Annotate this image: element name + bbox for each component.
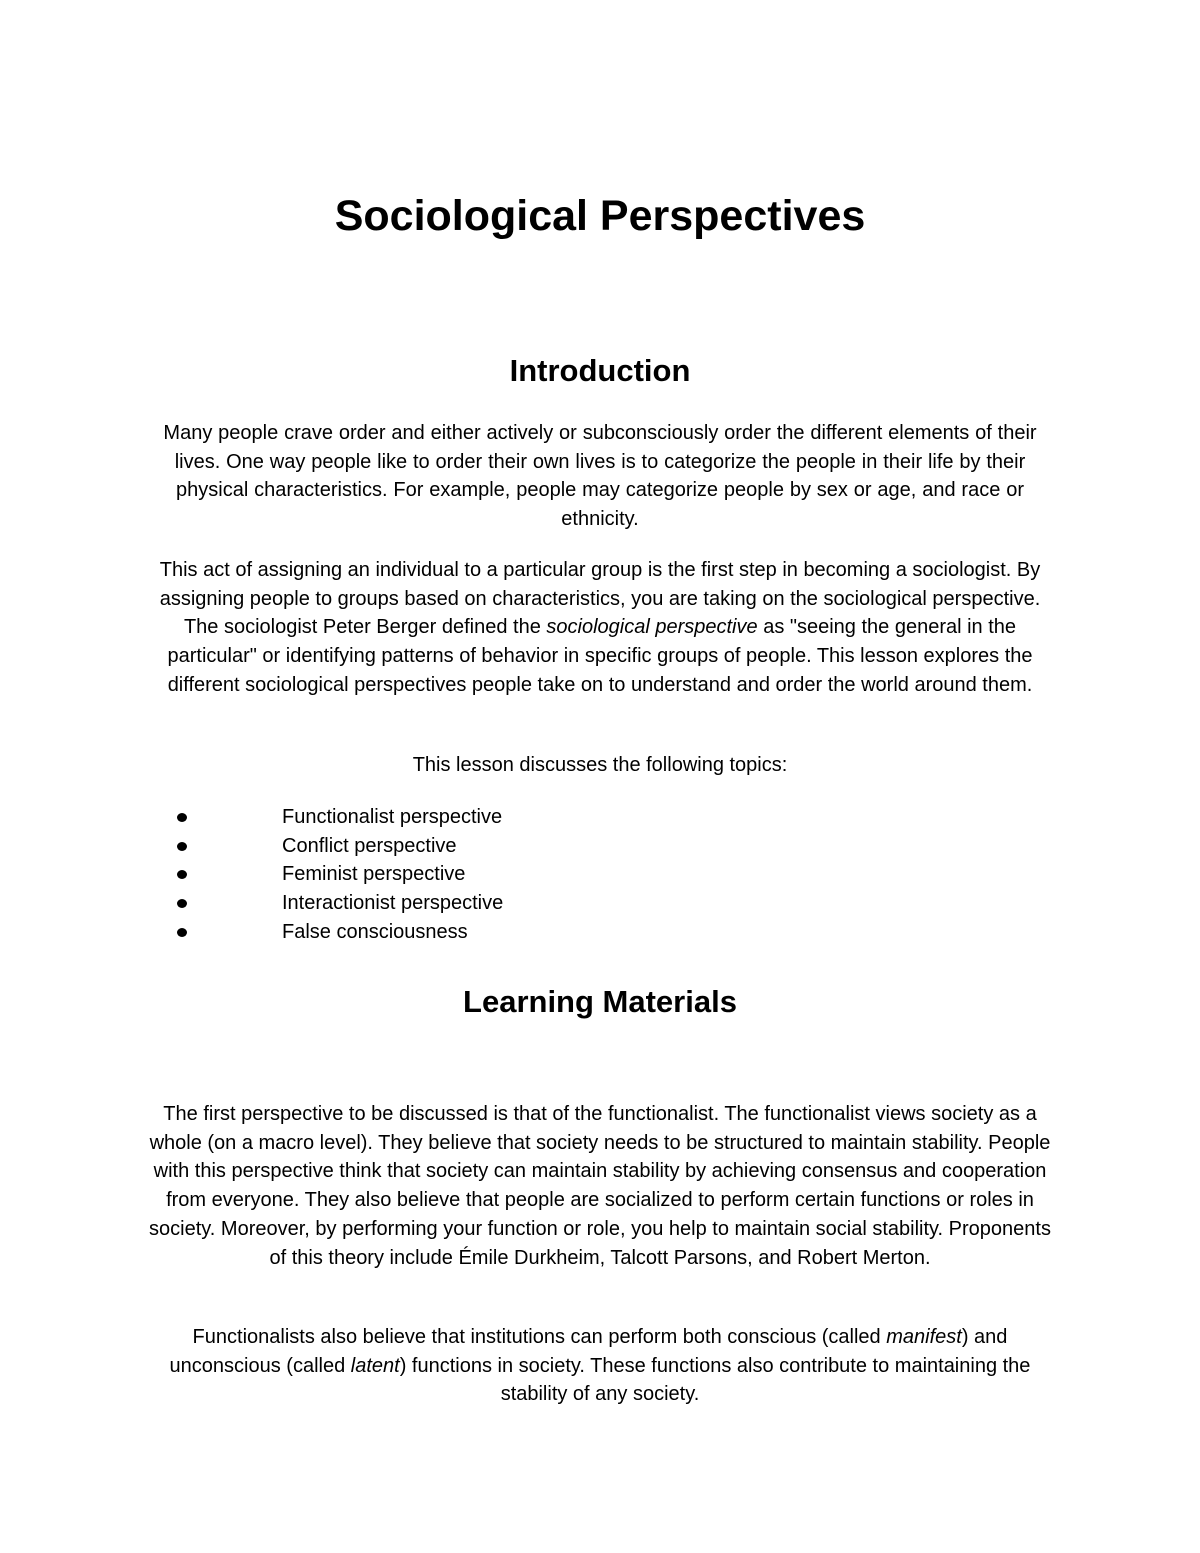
bullet-icon	[177, 813, 187, 822]
bullet-icon	[177, 899, 187, 908]
topic-label: False consciousness	[282, 920, 468, 943]
sociological-perspective-term: sociological perspective	[546, 616, 758, 639]
topic-list-item	[0, 832, 1200, 861]
learning-materials-heading: Learning Materials	[463, 984, 737, 1019]
intro-paragraph-2-text-b: as "seeing the general in the particular" or identifying patterns of behavior in specific groups of people. This lesson explores the different sociological perspectives people take on to understand and order the world around them.	[167, 616, 1033, 696]
latent-term: latent	[350, 1354, 400, 1377]
learning-paragraph-1: The first perspective to be discussed is that of the functionalist. The functionalist views society as a whole (on a macro level). They believe that society needs to be structured to maintain stability. People with this perspective think that society can maintain stability by achieving consensus and cooperation from everyone. They also believe that people are socialized to perform certain functions or roles in society. Moreover, by performing your function or role, you help to maintain social stability. Proponents of this theory include Émile Durkheim, Talcott Parsons, and Robert Merton.	[149, 1103, 1051, 1269]
learning-paragraph-2-text-c: ) functions in society. These functions also contribute to maintaining the stability of any society.	[399, 1354, 1031, 1406]
topic-label: Conflict perspective	[282, 834, 457, 857]
introduction-heading: Introduction	[509, 353, 691, 388]
topics-intro-text: This lesson discusses the following topics:	[412, 754, 788, 776]
topic-label: Interactionist perspective	[282, 892, 504, 915]
manifest-term: manifest	[886, 1326, 962, 1348]
topic-label: Functionalist perspective	[282, 806, 503, 828]
topic-label: Feminist perspective	[282, 863, 466, 886]
intro-paragraph-2	[140, 556, 1060, 700]
intro-paragraph-1: Many people crave order and either actively or subconsciously order the different elements of their lives. One way people like to order their own lives is to categorize the people in their life by their physical characteristics. For example, people may categorize people by sex or age, and race or ethnicity.	[163, 422, 1037, 531]
topic-list-item	[0, 803, 1200, 832]
bullet-icon	[177, 928, 187, 937]
topic-list-item	[0, 860, 1200, 889]
intro-paragraph-2-text-a: This act of assigning an individual to a particular group is the first step in becoming a sociologist. By assigning people to groups based on characteristics, you are taking on the sociological perspective. The sociologist Peter Berger defined the	[159, 559, 1041, 639]
topic-list-item	[0, 918, 1200, 947]
document-title: Sociological Perspectives	[334, 192, 866, 240]
bullet-icon	[177, 842, 187, 851]
learning-paragraph-2-text-a: Functionalists also believe that institutions can perform both conscious (called	[192, 1326, 887, 1348]
topic-list	[0, 803, 1200, 946]
topic-list-item	[0, 889, 1200, 918]
learning-paragraph-2-text-b: ) and unconscious (called	[169, 1326, 1008, 1377]
bullet-icon	[177, 870, 187, 879]
learning-paragraph-2	[140, 1323, 1060, 1409]
